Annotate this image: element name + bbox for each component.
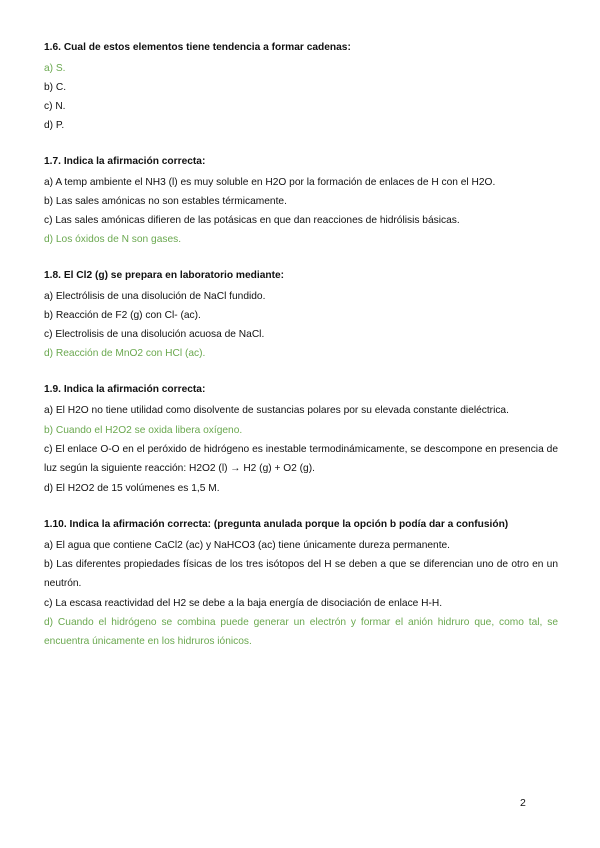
answer-option: b) Las diferentes propiedades físicas de los tres isótopos del H se deben a que se diferencian uno de otro en un neutrón. (44, 558, 558, 589)
answer-option: a) A temp ambiente el NH3 (l) es muy soluble en H2O por la formación de enlaces de H con el H2O. (44, 177, 496, 188)
correct-answer-option: d) Reacción de MnO2 con HCl (ac). (44, 348, 206, 359)
question-title: 1.8. El Cl2 (g) se prepara en laboratorio mediante: (44, 270, 285, 281)
answer-option: c) Las sales amónicas difieren de las potásicas en que dan reacciones de hidrólisis básicas. (44, 215, 460, 226)
question-block (44, 268, 558, 363)
answer-option: c) La escasa reactividad del H2 se debe a la baja energía de disociación de enlace H-H. (44, 597, 443, 609)
correct-answer-option: b) Cuando el H2O2 se oxida libera oxígeno. (44, 424, 243, 436)
answer-option: c) N. (44, 101, 66, 112)
question-title: 1.6. Cual de estos elementos tiene tendencia a formar cadenas: (44, 42, 351, 53)
answer-option: a) El agua que contiene CaCl2 (ac) y NaHCO3 (ac) tiene únicamente dureza permanente. (44, 539, 451, 551)
question-title: 1.9. Indica la afirmación correcta: (44, 384, 206, 395)
question-block (44, 40, 558, 135)
question-block (44, 382, 558, 498)
question-list (44, 40, 558, 671)
answer-option: b) Las sales amónicas no son estables térmicamente. (44, 196, 287, 207)
question-title: 1.7. Indica la afirmación correcta: (44, 156, 206, 167)
answer-option: c) El enlace O-O en el peróxido de hidrógeno es inestable termodinámicamente, se descompone en presencia de luz según la siguiente reacción: H2O2 (l) → H2 (g) + O2 (g). (44, 443, 558, 474)
answer-option: a) Electrólisis de una disolución de NaCl fundido. (44, 291, 266, 302)
question-block (44, 154, 558, 249)
correct-answer-option: a) S. (44, 63, 66, 74)
answer-option: d) El H2O2 de 15 volúmenes es 1,5 M. (44, 482, 220, 494)
answer-option: d) P. (44, 120, 65, 131)
answer-option: b) Reacción de F2 (g) con Cl- (ac). (44, 310, 201, 321)
answer-option: a) El H2O no tiene utilidad como disolvente de sustancias polares por su elevada constante dieléctrica. (44, 405, 509, 416)
page-number: 2 (520, 797, 526, 809)
answer-option: c) Electrolisis de una disolución acuosa de NaCl. (44, 329, 265, 340)
correct-answer-option: d) Los óxidos de N son gases. (44, 234, 182, 245)
answer-option: b) C. (44, 82, 67, 93)
correct-answer-option: d) Cuando el hidrógeno se combina puede generar un electrón y formar el anión hidruro que, como tal, se encuentra únicamente en los hidruros iónicos. (44, 616, 558, 647)
question-title: 1.10. Indica la afirmación correcta: (pregunta anulada porque la opción b podía dar a confusión) (44, 518, 509, 530)
question-block (44, 517, 558, 652)
